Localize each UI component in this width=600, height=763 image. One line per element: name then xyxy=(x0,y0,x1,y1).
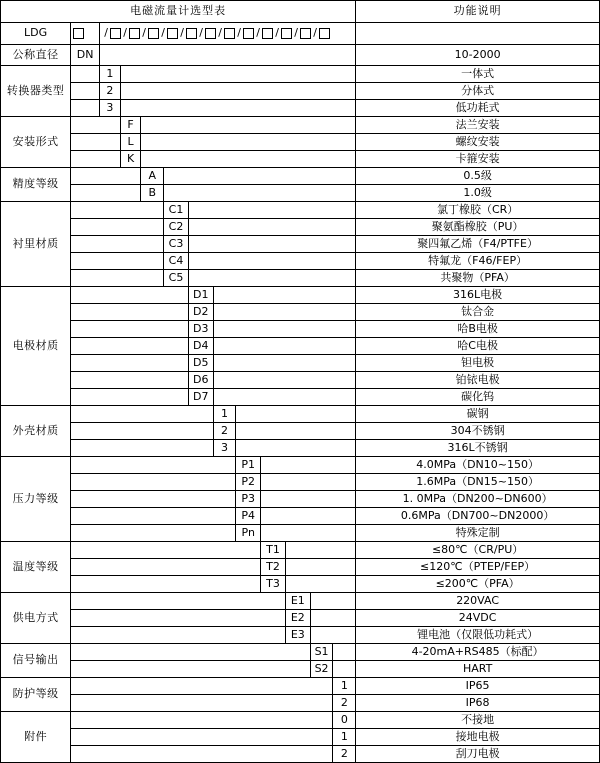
code-accuracy-b[interactable]: B xyxy=(141,185,164,202)
desc-shell-1: 碳钢 xyxy=(356,406,600,423)
checkbox-icon[interactable] xyxy=(319,28,330,39)
model-sequence-row xyxy=(1,23,600,45)
code-shell-1[interactable]: 1 xyxy=(213,406,236,423)
row-blank xyxy=(333,644,356,661)
row-blank xyxy=(71,627,286,644)
checkbox-icon[interactable] xyxy=(205,28,216,39)
row-blank xyxy=(285,559,355,576)
table-row xyxy=(1,389,600,406)
code-shell-2[interactable]: 2 xyxy=(213,423,236,440)
code-accessory-0[interactable]: 0 xyxy=(333,712,356,729)
row-blank xyxy=(285,542,355,559)
desc-electrode-d3: 哈B电极 xyxy=(356,321,600,338)
table-row xyxy=(1,423,600,440)
code-signal-s2[interactable]: S2 xyxy=(310,661,333,678)
row-blank xyxy=(213,321,356,338)
code-pressure-pn[interactable]: Pn xyxy=(236,525,261,542)
desc-converter-type-2: 分体式 xyxy=(356,83,600,100)
desc-electrode-d7: 碳化钨 xyxy=(356,389,600,406)
table-row xyxy=(1,134,600,151)
row-blank xyxy=(71,185,141,202)
row-label-liner-material: 衬里材质 xyxy=(1,202,71,287)
desc-signal-s1: 4-20mA+RS485（标配） xyxy=(356,644,600,661)
row-blank xyxy=(261,457,356,474)
table-row xyxy=(1,576,600,593)
desc-pressure-p3: 1. 0MPa（DN200~DN600） xyxy=(356,491,600,508)
table-row xyxy=(1,83,600,100)
row-blank xyxy=(71,525,236,542)
row-blank xyxy=(188,202,355,219)
desc-temperature-t3: ≤200℃（PFA） xyxy=(356,576,600,593)
table-row xyxy=(1,100,600,117)
row-blank xyxy=(71,440,213,457)
row-blank xyxy=(100,45,356,66)
code-pressure-p3[interactable]: P3 xyxy=(236,491,261,508)
desc-install-form-l: 螺纹安装 xyxy=(356,134,600,151)
separator-slash: / xyxy=(142,26,146,40)
row-blank xyxy=(261,491,356,508)
row-blank xyxy=(310,610,356,627)
desc-liner-c3: 聚四氟乙烯（F4/PTFE） xyxy=(356,236,600,253)
checkbox-icon[interactable] xyxy=(129,28,140,39)
desc-pressure-p4: 0.6MPa（DN700~DN2000） xyxy=(356,508,600,525)
desc-liner-c4: 特氟龙（F46/FEP） xyxy=(356,253,600,270)
row-blank xyxy=(213,355,356,372)
row-blank xyxy=(141,151,356,168)
row-label-shell-material: 外壳材质 xyxy=(1,406,71,457)
table-row xyxy=(1,236,600,253)
code-pressure-p1[interactable]: P1 xyxy=(236,457,261,474)
table-row xyxy=(1,151,600,168)
desc-temperature-t1: ≤80℃（CR/PU） xyxy=(356,542,600,559)
page-title: 电磁流量计选型表 xyxy=(1,1,356,23)
table-row xyxy=(1,644,600,661)
code-liner-c1[interactable]: C1 xyxy=(164,202,189,219)
row-blank xyxy=(236,440,356,457)
code-converter-type-2[interactable]: 2 xyxy=(100,83,121,100)
separator-slash: / xyxy=(180,26,184,40)
row-blank xyxy=(71,117,121,134)
code-power-e1[interactable]: E1 xyxy=(285,593,310,610)
table-row xyxy=(1,355,600,372)
desc-pressure-p1: 4.0MPa（DN10~150） xyxy=(356,457,600,474)
code-power-e3[interactable]: E3 xyxy=(285,627,310,644)
code-electrode-d1[interactable]: D1 xyxy=(188,287,213,304)
desc-accessory-0: 不接地 xyxy=(356,712,600,729)
row-blank xyxy=(71,457,236,474)
row-blank xyxy=(71,593,286,610)
function-column-header: 功能说明 xyxy=(356,1,600,23)
desc-nominal-diameter: 10-2000 xyxy=(356,45,600,66)
row-blank xyxy=(71,491,236,508)
code-shell-3[interactable]: 3 xyxy=(213,440,236,457)
code-signal-s1[interactable]: S1 xyxy=(310,644,333,661)
table-header-row xyxy=(1,1,600,23)
separator-slash: / xyxy=(218,26,222,40)
row-blank xyxy=(71,151,121,168)
table-row xyxy=(1,168,600,185)
row-blank xyxy=(120,83,355,100)
separator-slash: / xyxy=(275,26,279,40)
code-install-form-l[interactable]: L xyxy=(120,134,141,151)
desc-power-e3: 锂电池（仅限低功耗式） xyxy=(356,627,600,644)
row-blank xyxy=(71,270,164,287)
row-blank xyxy=(120,66,355,83)
table-row xyxy=(1,219,600,236)
desc-pressure-pn: 特殊定制 xyxy=(356,525,600,542)
row-blank xyxy=(71,508,236,525)
model-prefix: LDG xyxy=(1,23,71,45)
table-row xyxy=(1,491,600,508)
table-row xyxy=(1,117,600,134)
row-blank xyxy=(71,83,100,100)
row-blank xyxy=(141,134,356,151)
row-blank xyxy=(120,100,355,117)
code-electrode-d5[interactable]: D5 xyxy=(188,355,213,372)
code-temperature-t1[interactable]: T1 xyxy=(261,542,286,559)
row-blank xyxy=(141,117,356,134)
table-row xyxy=(1,729,600,746)
table-row xyxy=(1,66,600,83)
table-row xyxy=(1,525,600,542)
code-pressure-p4[interactable]: P4 xyxy=(236,508,261,525)
code-install-form-k[interactable]: K xyxy=(120,151,141,168)
desc-electrode-d2: 钛合金 xyxy=(356,304,600,321)
table-row xyxy=(1,440,600,457)
row-blank xyxy=(71,304,189,321)
desc-protection-1: IP65 xyxy=(356,678,600,695)
seq-box-0[interactable] xyxy=(71,23,100,45)
row-blank xyxy=(71,168,141,185)
row-blank xyxy=(71,372,189,389)
code-electrode-d4[interactable]: D4 xyxy=(188,338,213,355)
row-blank xyxy=(164,185,356,202)
row-blank xyxy=(71,389,189,406)
desc-protection-2: IP68 xyxy=(356,695,600,712)
seq-row-spacer xyxy=(356,23,600,45)
row-label-protection-grade: 防护等级 xyxy=(1,678,71,712)
code-liner-c4[interactable]: C4 xyxy=(164,253,189,270)
desc-accessory-1: 接地电极 xyxy=(356,729,600,746)
row-blank xyxy=(71,746,333,763)
row-blank xyxy=(236,423,356,440)
checkbox-icon[interactable] xyxy=(73,28,84,39)
code-electrode-d6[interactable]: D6 xyxy=(188,372,213,389)
row-blank xyxy=(188,270,355,287)
desc-signal-s2: HART xyxy=(356,661,600,678)
code-protection-1[interactable]: 1 xyxy=(333,678,356,695)
row-blank xyxy=(261,525,356,542)
checkbox-icon[interactable] xyxy=(167,28,178,39)
desc-converter-type-3: 低功耗式 xyxy=(356,100,600,117)
desc-liner-c1: 氯丁橡胶（CR） xyxy=(356,202,600,219)
table-row xyxy=(1,712,600,729)
code-accuracy-a[interactable]: A xyxy=(141,168,164,185)
row-blank xyxy=(236,406,356,423)
row-blank xyxy=(71,321,189,338)
table-row xyxy=(1,45,600,66)
row-blank xyxy=(310,593,356,610)
row-blank xyxy=(71,610,286,627)
row-blank xyxy=(71,355,189,372)
code-liner-c2[interactable]: C2 xyxy=(164,219,189,236)
table-row xyxy=(1,321,600,338)
desc-accuracy-b: 1.0级 xyxy=(356,185,600,202)
code-converter-type-1[interactable]: 1 xyxy=(100,66,121,83)
code-liner-c3[interactable]: C3 xyxy=(164,236,189,253)
row-label-temperature-grade: 温度等级 xyxy=(1,542,71,593)
row-blank xyxy=(71,576,261,593)
row-label-accuracy-grade: 精度等级 xyxy=(1,168,71,202)
row-blank xyxy=(71,236,164,253)
desc-install-form-k: 卡箍安装 xyxy=(356,151,600,168)
code-pressure-p2[interactable]: P2 xyxy=(236,474,261,491)
row-blank xyxy=(71,644,311,661)
table-row xyxy=(1,695,600,712)
row-blank xyxy=(71,66,100,83)
row-blank xyxy=(213,389,356,406)
separator-slash: / xyxy=(123,26,127,40)
table-row xyxy=(1,270,600,287)
desc-install-form-f: 法兰安装 xyxy=(356,117,600,134)
row-blank xyxy=(71,661,311,678)
desc-accessory-2: 刮刀电极 xyxy=(356,746,600,763)
code-temperature-t3[interactable]: T3 xyxy=(261,576,286,593)
row-label-power-supply: 供电方式 xyxy=(1,593,71,644)
table-row xyxy=(1,406,600,423)
table-row xyxy=(1,372,600,389)
row-label-converter-type: 转换器类型 xyxy=(1,66,71,117)
row-blank xyxy=(261,508,356,525)
desc-electrode-d1: 316L电极 xyxy=(356,287,600,304)
desc-shell-3: 316L不锈钢 xyxy=(356,440,600,457)
desc-accuracy-a: 0.5级 xyxy=(356,168,600,185)
table-row xyxy=(1,746,600,763)
row-label-install-form: 安装形式 xyxy=(1,117,71,168)
code-accessory-1[interactable]: 1 xyxy=(333,729,356,746)
row-blank xyxy=(71,678,333,695)
row-blank xyxy=(71,287,189,304)
desc-shell-2: 304不锈钢 xyxy=(356,423,600,440)
row-blank xyxy=(71,202,164,219)
row-blank xyxy=(188,253,355,270)
code-temperature-t2[interactable]: T2 xyxy=(261,559,286,576)
row-label-accessories: 附件 xyxy=(1,712,71,763)
desc-power-e2: 24VDC xyxy=(356,610,600,627)
code-dn[interactable]: DN xyxy=(71,45,100,66)
table-row xyxy=(1,185,600,202)
desc-liner-c2: 聚氨酯橡胶（PU） xyxy=(356,219,600,236)
checkbox-icon[interactable] xyxy=(281,28,292,39)
table-row xyxy=(1,253,600,270)
desc-pressure-p2: 1.6MPa（DN15~150） xyxy=(356,474,600,491)
separator-slash: / xyxy=(161,26,165,40)
table-row xyxy=(1,508,600,525)
desc-electrode-d5: 钽电极 xyxy=(356,355,600,372)
row-blank xyxy=(71,542,261,559)
table-row xyxy=(1,474,600,491)
checkbox-icon[interactable] xyxy=(224,28,235,39)
table-row xyxy=(1,338,600,355)
desc-electrode-d6: 铂铱电极 xyxy=(356,372,600,389)
checkbox-icon[interactable] xyxy=(110,28,121,39)
code-liner-c5[interactable]: C5 xyxy=(164,270,189,287)
desc-temperature-t2: ≤120℃（PTEP/FEP） xyxy=(356,559,600,576)
code-install-form-f[interactable]: F xyxy=(120,117,141,134)
table-row xyxy=(1,202,600,219)
row-blank xyxy=(310,627,356,644)
row-blank xyxy=(71,219,164,236)
row-blank xyxy=(261,474,356,491)
code-converter-type-3[interactable]: 3 xyxy=(100,100,121,117)
row-blank xyxy=(213,287,356,304)
row-blank xyxy=(213,372,356,389)
row-blank xyxy=(71,695,333,712)
row-blank xyxy=(285,576,355,593)
row-blank xyxy=(71,100,100,117)
code-power-e2[interactable]: E2 xyxy=(285,610,310,627)
row-label-electrode-material: 电极材质 xyxy=(1,287,71,406)
table-row xyxy=(1,627,600,644)
table-row xyxy=(1,287,600,304)
table-row xyxy=(1,559,600,576)
row-blank xyxy=(71,338,189,355)
desc-electrode-d4: 哈C电极 xyxy=(356,338,600,355)
separator-slash: / xyxy=(199,26,203,40)
checkbox-icon[interactable] xyxy=(186,28,197,39)
separator-slash: / xyxy=(294,26,298,40)
row-blank xyxy=(71,729,333,746)
checkbox-icon[interactable] xyxy=(148,28,159,39)
table-row xyxy=(1,678,600,695)
row-blank xyxy=(71,406,213,423)
separator-slash: / xyxy=(313,26,317,40)
table-row xyxy=(1,610,600,627)
code-electrode-d2[interactable]: D2 xyxy=(188,304,213,321)
row-blank xyxy=(213,304,356,321)
checkbox-icon[interactable] xyxy=(243,28,254,39)
row-blank xyxy=(71,474,236,491)
checkbox-icon[interactable] xyxy=(262,28,273,39)
row-blank xyxy=(213,338,356,355)
table-row xyxy=(1,542,600,559)
row-label-pressure-grade: 压力等级 xyxy=(1,457,71,542)
row-blank xyxy=(71,559,261,576)
table-row xyxy=(1,593,600,610)
row-blank xyxy=(71,253,164,270)
row-blank xyxy=(164,168,356,185)
row-blank xyxy=(71,134,121,151)
row-blank xyxy=(71,712,333,729)
row-blank xyxy=(71,423,213,440)
separator-slash: / xyxy=(237,26,241,40)
desc-liner-c5: 共聚物（PFA） xyxy=(356,270,600,287)
code-accessory-2[interactable]: 2 xyxy=(333,746,356,763)
row-label-nominal-diameter: 公称直径 xyxy=(1,45,71,66)
row-label-signal-output: 信号输出 xyxy=(1,644,71,678)
checkbox-icon[interactable] xyxy=(300,28,311,39)
table-row xyxy=(1,457,600,474)
table-row xyxy=(1,661,600,678)
table-row xyxy=(1,304,600,321)
row-blank xyxy=(188,219,355,236)
code-protection-2[interactable]: 2 xyxy=(333,695,356,712)
separator-slash: / xyxy=(256,26,260,40)
code-electrode-d7[interactable]: D7 xyxy=(188,389,213,406)
desc-converter-type-1: 一体式 xyxy=(356,66,600,83)
row-blank xyxy=(188,236,355,253)
separator-slash: / xyxy=(104,26,108,40)
row-blank xyxy=(333,661,356,678)
seq-box-group[interactable] xyxy=(100,23,356,45)
code-electrode-d3[interactable]: D3 xyxy=(188,321,213,338)
desc-power-e1: 220VAC xyxy=(356,593,600,610)
